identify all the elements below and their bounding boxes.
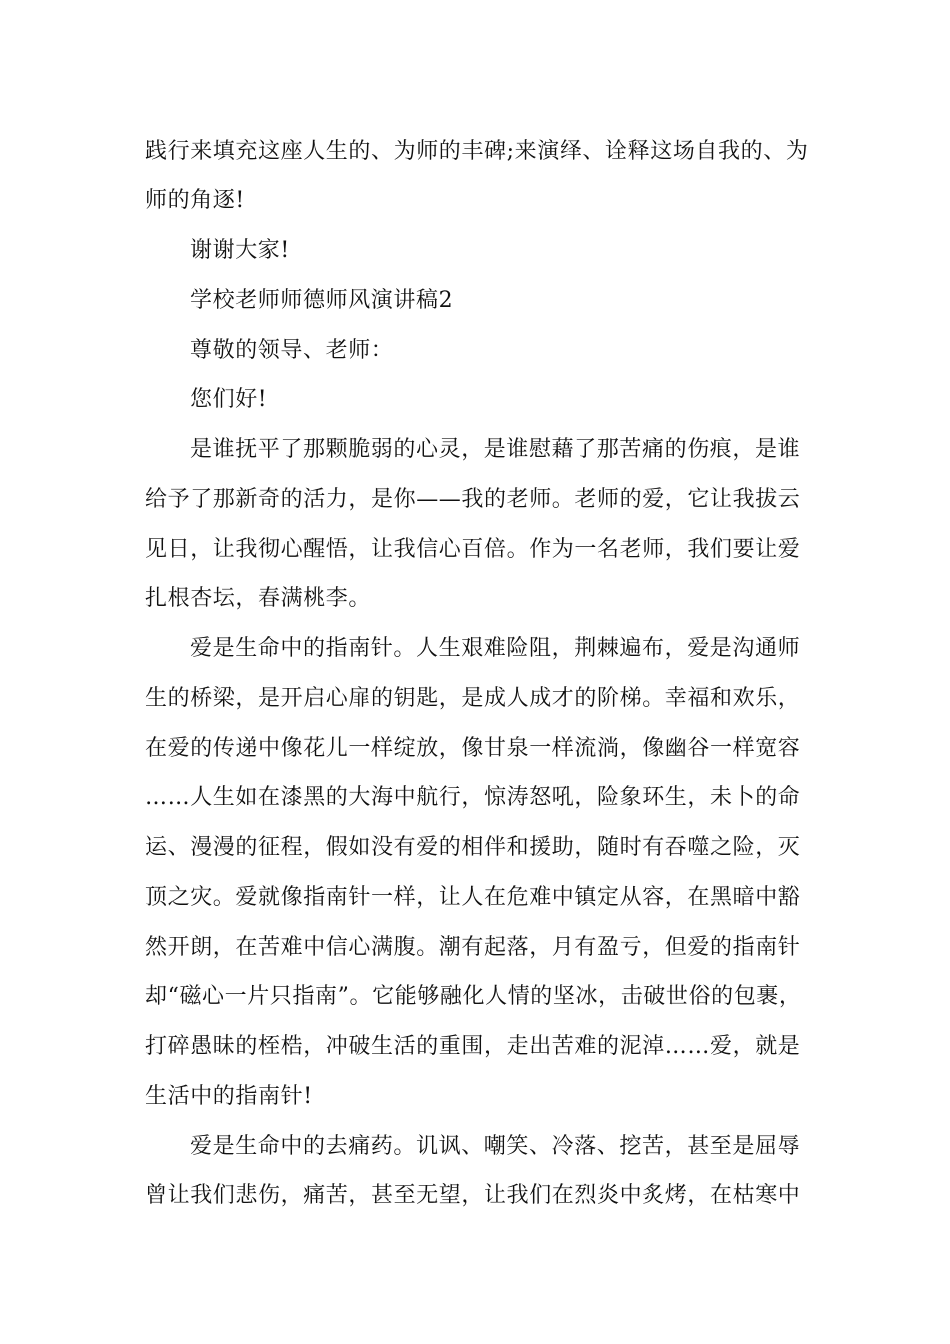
text-line: 顶之灾。爱就像指南针一样，让人在危难中镇定从容，在黑暗中豁 bbox=[145, 885, 801, 910]
text-line: 运、漫漫的征程，假如没有爱的相伴和援助，随时有吞噬之险，灭 bbox=[145, 835, 801, 860]
text-line: 生的桥梁，是开启心扉的钥匙，是成人成才的阶梯。幸福和欢乐， bbox=[145, 686, 801, 711]
section-title: 学校老师师德师风演讲稿2 bbox=[190, 288, 454, 313]
text-line: 打碎愚昧的桎梏，冲破生活的重围，走出苦难的泥淖……爱，就是 bbox=[145, 1034, 801, 1059]
text-line: 给予了那新奇的活力，是你——我的老师。老师的爱，它让我拔云 bbox=[145, 487, 801, 512]
text-line: 曾让我们悲伤，痛苦，甚至无望，让我们在烈炎中炙烤，在枯寒中 bbox=[145, 1183, 801, 1208]
greeting: 您们好! bbox=[190, 387, 268, 412]
text-line: 生活中的指南针! bbox=[145, 1084, 313, 1109]
text-line: 见日，让我彻心醒悟，让我信心百倍。作为一名老师，我们要让爱 bbox=[145, 537, 801, 562]
text-line: 爱是生命中的指南针。人生艰难险阻，荆棘遍布，爱是沟通师 bbox=[190, 636, 801, 661]
text-line: 是谁抚平了那颗脆弱的心灵，是谁慰藉了那苦痛的伤痕，是谁 bbox=[190, 437, 801, 462]
text-line: 在爱的传递中像花儿一样绽放，像甘泉一样流淌，像幽谷一样宽容 bbox=[145, 736, 801, 761]
text-line: 师的角逐! bbox=[145, 188, 245, 213]
closing-line: 谢谢大家! bbox=[190, 238, 290, 263]
text-line: 爱是生命中的去痛药。讥讽、嘲笑、冷落、挖苦，甚至是屈辱 bbox=[190, 1134, 801, 1159]
text-line: ……人生如在漆黑的大海中航行，惊涛怒吼，险象环生，未卜的命 bbox=[145, 785, 801, 810]
text-line: 扎根杏坛，春满桃李。 bbox=[145, 586, 372, 611]
text-line: 然开朗，在苦难中信心满腹。潮有起落，月有盈亏，但爱的指南针 bbox=[145, 935, 801, 960]
text-line: 却“磁心一片只指南”。它能够融化人情的坚冰，击破世俗的包裹， bbox=[145, 984, 802, 1009]
salutation: 尊敬的领导、老师： bbox=[190, 338, 394, 363]
text-line: 践行来填充这座人生的、为师的丰碑;来演绎、诠释这场自我的、为 bbox=[145, 139, 809, 164]
